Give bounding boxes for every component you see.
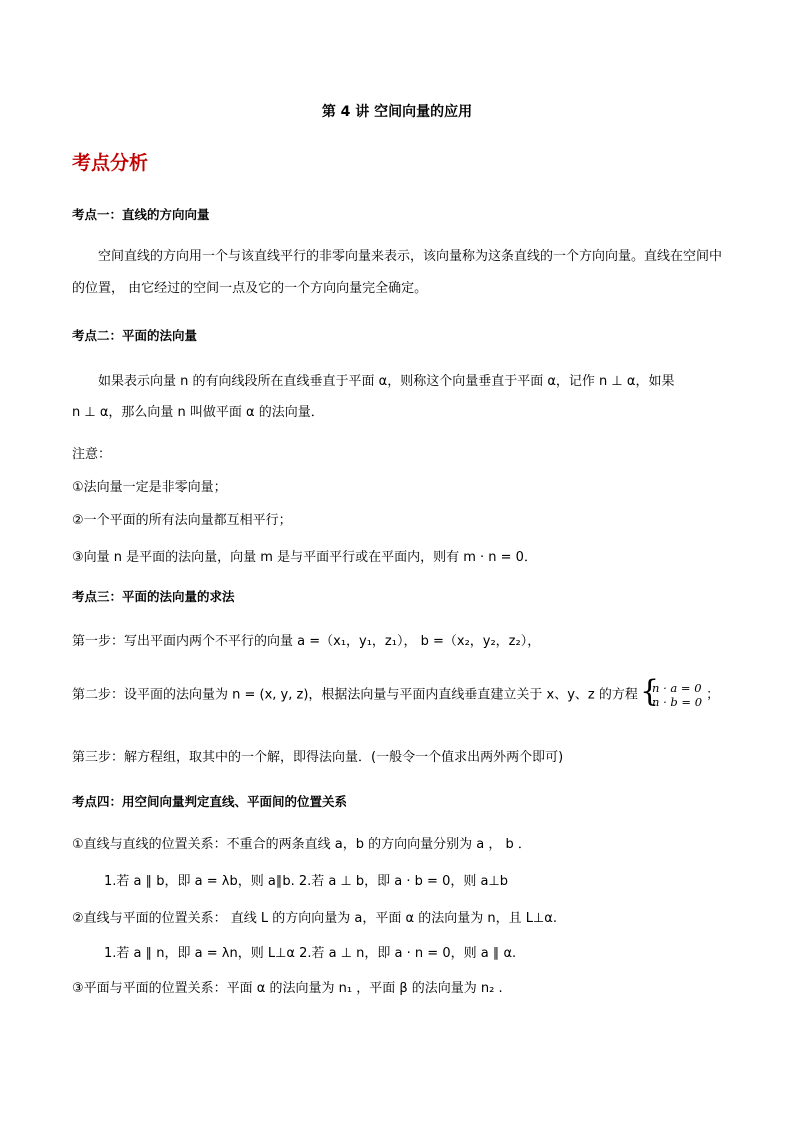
kd3-step2-text: 第二步：设平面的法向量为 n = (x, y, z)，根据法向量与平面内直线垂直建立关于 x、y、z 的方程 <box>72 687 638 703</box>
kd2-heading: 考点二：平面的法向量 <box>72 328 198 343</box>
kd1-heading: 考点一：直线的方向向量 <box>72 207 210 222</box>
kd2-line1: 如果表示向量 n 的有向线段所在直线垂直于平面 α，则称这个向量垂直于平面 α，记作 n ⊥ α，如果 <box>98 374 675 389</box>
kd1-body: 空间直线的方向用一个与该直线平行的非零向量来表示，该向量称为这条直线的一个方向向量。直线在空间中的位置， 由它经过的空间一点及它的一个方向向量完全确定。 <box>72 249 723 296</box>
kd4-item1-sub: 1.若 a ∥ b，即 a = λb，则 a∥b. 2.若 a ⊥ b，即 a · b = 0，则 a⊥b <box>104 874 509 889</box>
kd4-item2: ②直线与平面的位置关系： 直线 L 的方向向量为 a，平面 α 的法向量为 n，且 L⊥α. <box>72 911 557 926</box>
note-item: ①法向量一定是非零向量； <box>72 480 227 495</box>
equation: n · b = 0 <box>652 695 703 709</box>
kd3-step2-suffix: ； <box>706 687 720 703</box>
kd3-heading: 考点三：平面的法向量的求法 <box>72 589 235 604</box>
equation: n · a = 0 <box>652 681 702 695</box>
kd3-step3: 第三步：解方程组，取其中的一个解，即得法向量．(一般令一个值求出两外两个即可) <box>72 750 564 765</box>
section-title: 考点分析 <box>72 152 149 174</box>
kd4-item3: ③平面与平面的位置关系：平面 α 的法向量为 n₁ ，平面 β 的法向量为 n₂ . <box>72 981 503 996</box>
kd3-step1: 第一步：写出平面内两个不平行的向量 a =（x₁，y₁，z₁）， b =（x₂，y₂，z₂）， <box>72 634 541 649</box>
kd4-heading: 考点四：用空间向量判定直线、平面间的位置关系 <box>72 794 348 809</box>
kd4-item2-sub: 1.若 a ∥ n，即 a = λn，则 L⊥α 2.若 a ⊥ n，即 a · n = 0，则 a ∥ α. <box>104 946 517 961</box>
page-title: 第 4 讲 空间向量的应用 <box>321 104 473 120</box>
note-item: ③向量 n 是平面的法向量，向量 m 是与平面平行或在平面内，则有 m · n = 0． <box>72 550 537 565</box>
note-item: ②一个平面的所有法向量都互相平行； <box>72 513 292 528</box>
kd4-item1: ①直线与直线的位置关系：不重合的两条直线 a，b 的方向向量分别为 a ， b ． <box>72 837 531 852</box>
kd2-line2: n ⊥ α，那么向量 n 叫做平面 α 的法向量． <box>72 405 324 420</box>
note-label: 注意： <box>72 447 112 462</box>
kd3-step2 <box>72 681 732 709</box>
equation-system <box>642 681 702 709</box>
